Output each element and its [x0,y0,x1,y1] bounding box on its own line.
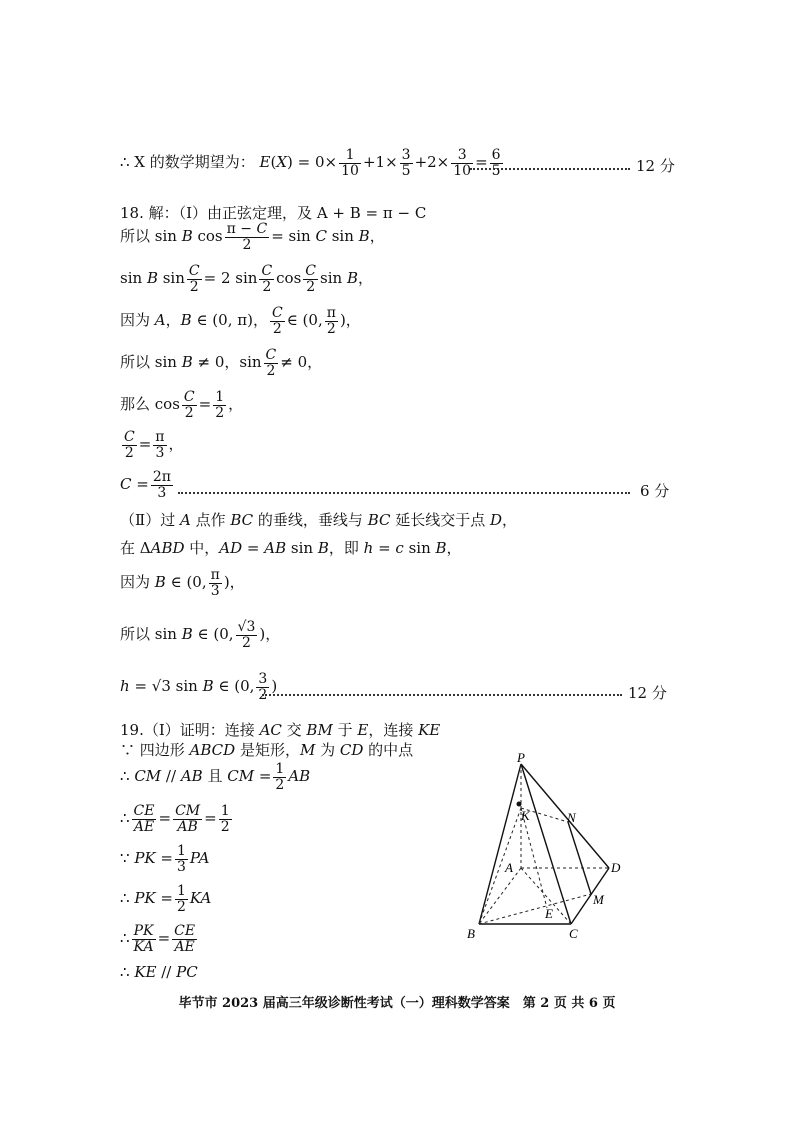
q18-part2-line-5: h = √3 sin B ∈ (0, $\frac{3}{2}$ ) [120,671,278,703]
q18-line-7: C = $\frac{2\pi}{3}$ [120,469,171,501]
q18-line-5: 那么 cos $\frac{C}{2}$ = $\frac{1}{2}$ ， [120,389,244,421]
q19-title: 19.（Ⅰ）证明：连接 AC 交 BM 于 E，连接 KE [120,721,441,739]
label-N: N [567,810,576,825]
expectation-intro: ∴ X 的数学期望为： [120,153,255,172]
q18-part2-line-3: 因为 B ∈ (0, $\frac{\pi}{3}$ )， [120,567,245,599]
q19-line-3: ∴ $\frac{CE}{AE}$ = $\frac{CM}{AB}$ = $\frac{1}{2}$ [120,803,230,835]
edge-KB [479,808,521,924]
leader-dots [470,168,630,170]
edge-PB [479,764,521,924]
edge-AB [479,868,521,924]
expectation-formula: E(X) = 0× $\frac{1}{10}$ +1× $\frac{3}{5}$ +2× $\frac{3}{10}$ = $\frac{6}{5}$ [259,147,501,179]
point-K-dot [517,802,522,807]
q19-line-5: ∴ PK = $\frac{1}{2}$ KA [120,883,212,915]
edge-KE [521,808,547,908]
label-D: D [611,860,621,875]
q18-line-4: 所以 sin B ≠ 0，sin $\frac{C}{2}$ ≠ 0， [120,347,323,379]
label-K: K [521,808,530,823]
q18-part2-line-2: 在 ΔABD 中，AD = AB sin B，即 h = c sin B， [120,539,462,557]
label-M: M [593,892,604,907]
q18-part2-line-4: 所以 sin B ∈ (0, $\frac{√3}{2}$ )， [120,619,281,651]
label-B: B [467,926,475,941]
edge-PC [521,764,571,924]
q19-line-1: ∵ 四边形 ABCD 是矩形，M 为 CD 的中点 [120,741,414,759]
score-12-a: 12 分 [636,157,675,175]
score-12-b: 12 分 [628,684,667,702]
label-A: A [505,860,513,875]
label-E: E [545,906,553,921]
pyramid-figure [455,752,635,952]
q19-line-6: ∴ $\frac{PK}{KA}$ = $\frac{CE}{AE}$ [120,923,196,955]
label-C: C [569,926,578,941]
q18-line-2: sin B sin $\frac{C}{2}$ = 2 sin $\frac{C}{2}$ cos $\frac{C}{2}$ sin B， [120,263,373,295]
q19-line-4: ∵ PK = $\frac{1}{3}$ PA [120,843,210,875]
leader-dots [178,492,630,494]
q18-line-6: $\frac{C}{2}$ = $\frac{\pi}{3}$ ， [124,429,184,461]
q19-line-7: ∴ KE // PC [120,963,198,981]
q19-line-2: ∴ CM // AB 且 CM = $\frac{1}{2}$ AB [120,761,311,793]
q18-line-1: 所以 sin B cos $\frac{\pi - C}{2}$ = sin C sin B， [120,221,385,253]
score-6: 6 分 [640,482,670,500]
leader-dots [262,694,622,696]
q18-part2-line-1: （Ⅱ）过 A 点作 BC 的垂线，垂线与 BC 延长线交于点 D， [120,511,518,529]
q18-title: 18. 解：（Ⅰ）由正弦定理，及 A + B = π − C [120,204,427,222]
page-footer: 毕节市 2023 届高三年级诊断性考试（一）理科数学答案 第 2 页 共 6 页 [178,996,616,1011]
edge-PD [521,764,609,868]
label-P: P [517,752,525,765]
q18-line-3: 因为 A，B ∈ (0, π)， $\frac{C}{2}$ ∈ (0, $\frac{\pi}{2}$ )， [120,305,361,337]
expectation-line [120,148,505,178]
